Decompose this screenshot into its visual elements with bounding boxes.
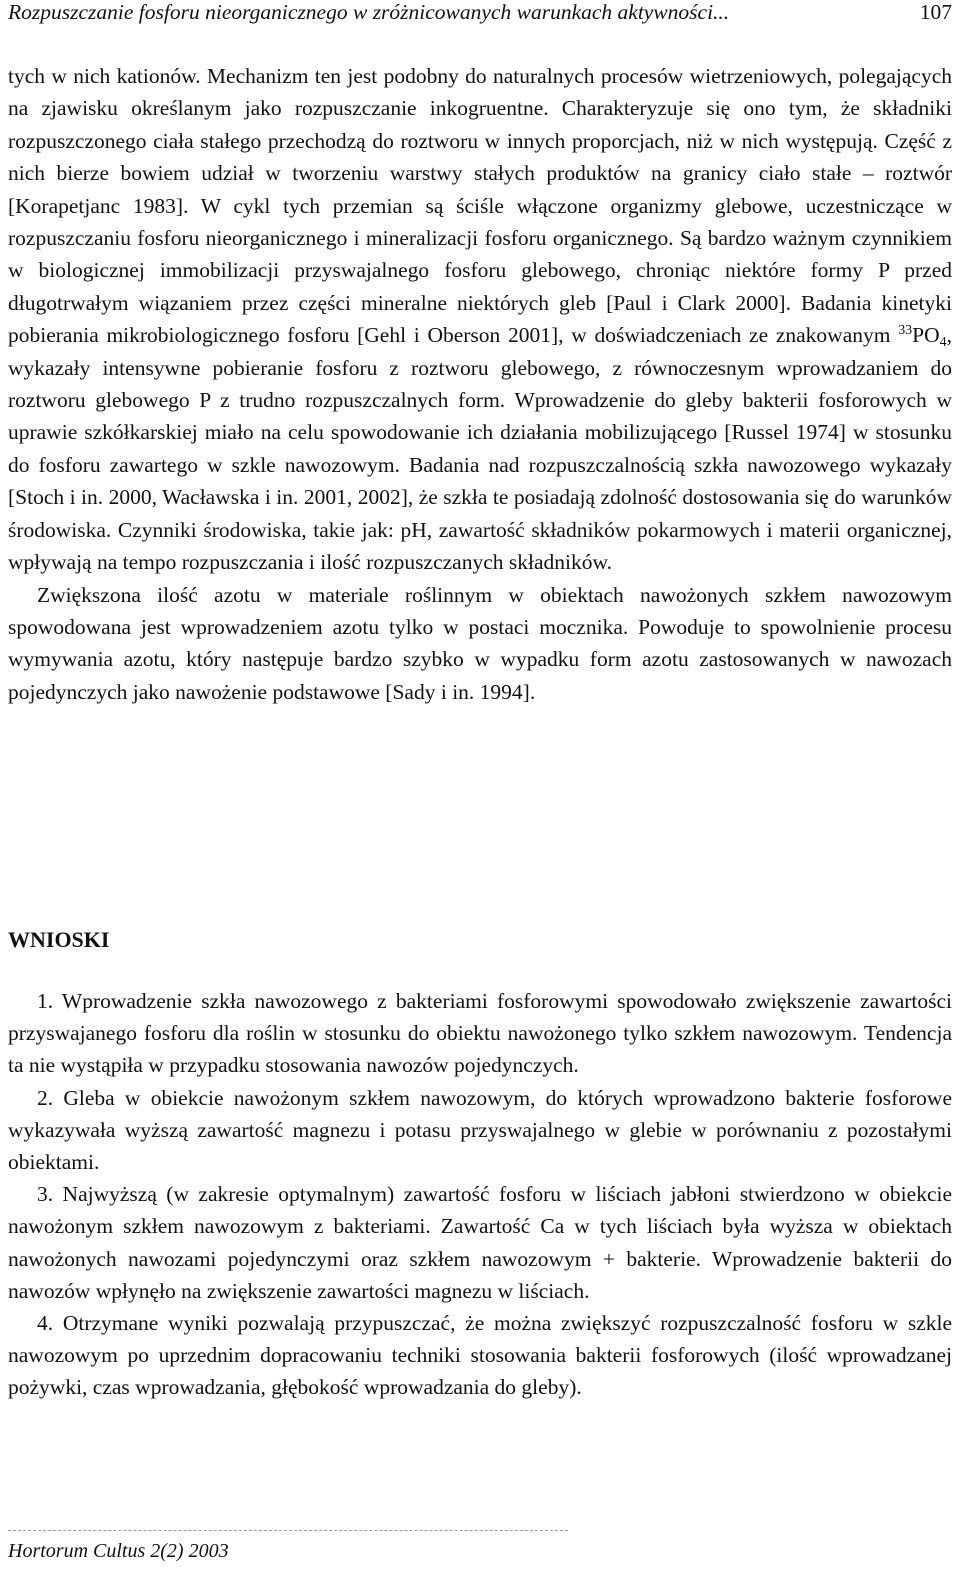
page-header xyxy=(8,0,952,30)
journal-footer: Hortorum Cultus 2(2) 2003 xyxy=(8,1540,229,1562)
body-paragraph: tych w nich kationów. Mechanizm ten jest podobny do naturalnych procesów wietrzeniowych, polegających na zjawisku określanym jako rozpuszczanie inkogruentne. Charakteryzuje się ono tym, że składniki rozpuszczonego ciała stałego przechodzą do roztworu w innych proporcjach, niż w nich występują. Część z nich bierze bowiem udział w tworzeniu warstwy stałych produktów na granicy ciało stałe – roztwór [Korapetjanc 1983]. W cykl tych przemian są ściśle włączone organizmy glebowe, uczestniczące w rozpuszczaniu fosforu nieorganicznego i mineralizacji fosforu organicznego. Są bardzo ważnym czynnikiem w biologicznej immobilizacji przyswajalnego fosforu glebowego, chroniąc niektóre formy P przed długotrwałym wiązaniem przez części mineralne niektórych gleb [Paul i Clark 2000]. Badania kinetyki pobierania mikrobiologicznego fosforu [Gehl i Oberson 2001], w doświadczeniach ze znakowanym $^{33}PO_4$, wykazały intensywne pobieranie fosforu z roztworu glebowego, z równoczesnym wprowadzaniem do roztworu glebowego P z trudno rozpuszczalnych form. Wprowadzenie do gleby bakterii fosforowych w uprawie szkółkarskiej miało na celu spowodowanie ich działania mobilizującego [Russel 1974] w stosunku do fosforu zawartego w szkle nawozowym. Badania nad rozpuszczalnością szkła nawozowego wykazały [Stoch i in. 2000, Wacławska i in. 2001, 2002], że szkła te posiadają zdolność dostosowania się do warunków środowiska. Czynniki środowiska, takie jak: pH, zawartość składników pokarmowych i materii organicznej, wpływają na tempo rozpuszczania i ilość rozpuszczanych składników. xyxy=(8,64,952,575)
body-text xyxy=(8,60,952,708)
conclusion-item: 3. Najwyższą (w zakresie optymalnym) zawartość fosforu w liściach jabłoni stwierdzono w obiekcie nawożonym szkłem nawozowym z bakteriami. Zawartość Ca w tych liściach była wyższa w obiektach nawożonych nawozami pojedynczymi oraz szkłem nawozowym + bakterie. Wprowadzenie bakterii do nawozów wpłynęło na zwiększenie zawartości magnezu w liściach. xyxy=(8,1182,952,1303)
running-title: Rozpuszczanie fosforu nieorganicznego w zróżnicowanych warunkach aktywności... xyxy=(8,0,730,24)
conclusion-item: 2. Gleba w obiekcie nawożonym szkłem nawozowym, do których wprowadzono bakterie fosforowe wykazywała wyższą zawartość magnezu i potasu przyswajalnego w glebie w porównaniu z pozostałymi obiektami. xyxy=(8,1085,952,1175)
footer-divider xyxy=(8,1530,568,1531)
conclusion-item: 4. Otrzymane wyniki pozwalają przypuszczać, że można zwiększyć rozpuszczalność fosforu w szkle nawozowym po uprzednim dopracowaniu techniki stosowania bakterii fosforowych (ilość wprowadzanej pożywki, czas wprowadzania, głębokość wprowadzania do gleby). xyxy=(8,1311,952,1400)
conclusions-list xyxy=(8,985,952,1404)
formula-subscript: 4 xyxy=(939,334,947,350)
conclusion-item: 1. Wprowadzenie szkła nawozowego z bakteriami fosforowymi spowodowało zwiększenie zawartości przyswajanego fosforu dla roślin w stosunku do obiektu nawożonego tylko szkłem nawozowym. Tendencja ta nie wystąpiła w przypadku stosowania nawozów pojedynczych. xyxy=(8,989,952,1078)
body-paragraph: Zwiększona ilość azotu w materiale roślinnym w obiektach nawożonych szkłem nawozowym spowodowana jest wprowadzeniem azotu tylko w postaci mocznika. Powoduje to spowolnienie procesu wymywania azotu, który następuje bardzo szybko w wypadku form azotu zastosowanych w nawozach pojedynczych jako nawożenie podstawowe [Sady i in. 1994]. xyxy=(8,582,952,704)
section-heading: WNIOSKI xyxy=(8,927,110,952)
page-number: 107 xyxy=(919,0,952,24)
isotope-superscript: 33 xyxy=(898,322,913,338)
